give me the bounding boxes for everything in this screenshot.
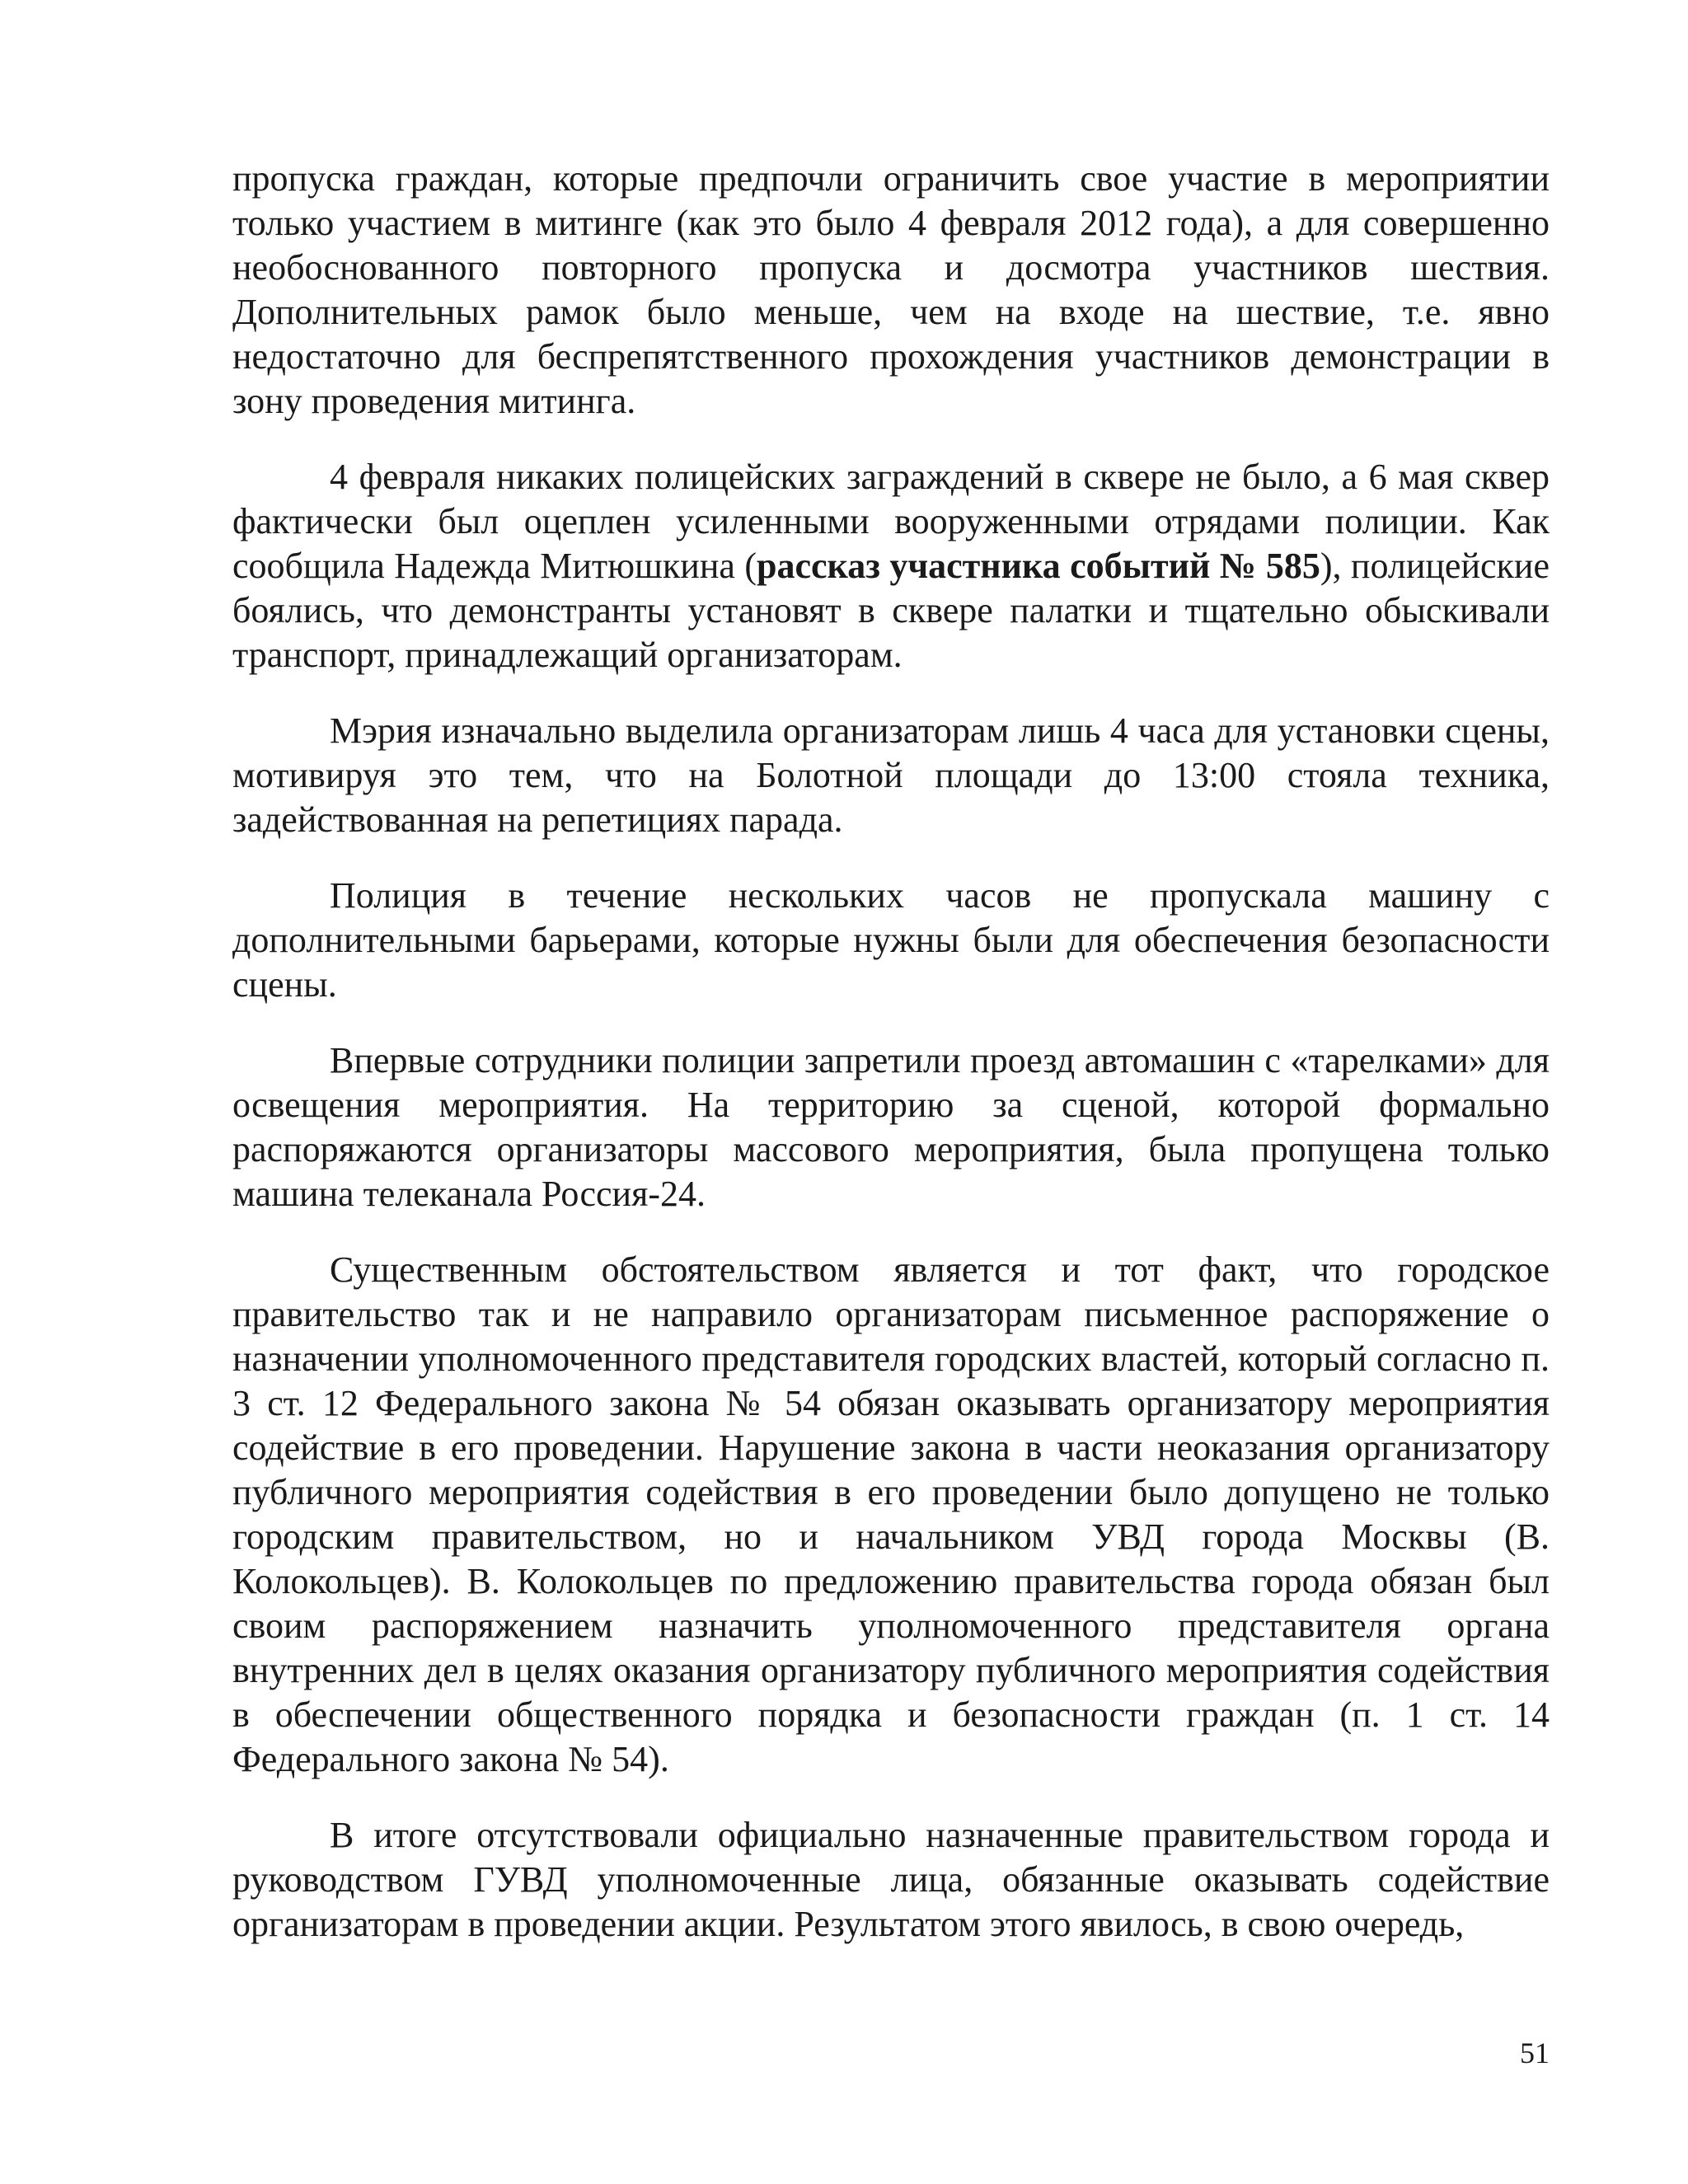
- paragraph-7: В итоге отсутствовали официально назначенные правительством города и руководством ГУВД уполномоченные лица, обязанные оказывать содействие организаторам в проведении акции. Результатом этого явилось, в свою очередь,: [232, 1815, 1550, 1944]
- paragraph-4: Полиция в течение нескольких часов не пропускала машину с дополнительными барьерами, которые нужны были для обеспечения безопасности сцены.: [232, 875, 1550, 1005]
- paragraph-2: [232, 455, 1550, 677]
- body-text: [232, 157, 1550, 1947]
- paragraph-6: Существенным обстоятельством является и тот факт, что городское правительство так и не направило организаторам письменное распоряжение о назначении уполномоченного представителя городских властей, который согласно п. 3 ст. 12 Федерального закона № 54 обязан оказывать организатору мероприятия содействие в его проведении. Нарушение закона в части неоказания организатору публичного мероприятия содействия в его проведении было допущено не только городским правительством, но и начальником УВД города Москвы (В. Колокольцев). В. Колокольцев по предложению правительства города обязан был своим распоряжением назначить уполномоченного представителя органа внутренних дел в целях оказания организатору публичного мероприятия содействия в обеспечении общественного порядка и безопасности граждан (п. 1 ст. 14 Федерального закона № 54).: [232, 1249, 1550, 1779]
- paragraph-1: пропуска граждан, которые предпочли ограничить свое участие в мероприятии только участием в митинге (как это было 4 февраля 2012 года), а для совершенно необоснованного повторного пропуска и досмотра участников шествия. Дополнительных рамок было меньше, чем на входе на шествие, т.е. явно недостаточно для беспрепятственного прохождения участников демонстрации в зону проведения митинга.: [232, 158, 1550, 421]
- paragraph-2-bold-reference: рассказ участника событий № 585: [756, 546, 1320, 586]
- paragraph-3: Мэрия изначально выделила организаторам лишь 4 часа для установки сцены, мотивируя это тем, что на Болотной площади до 13:00 стояла техника, задействованная на репетициях парада.: [232, 710, 1550, 840]
- paragraph-5: Впервые сотрудники полиции запретили проезд автомашин с «тарелками» для освещения мероприятия. На территорию за сценой, которой формально распоряжаются организаторы массового мероприятия, была пропущена только машина телеканала Россия-24.: [232, 1040, 1550, 1214]
- page-number: 51: [1520, 2036, 1550, 2069]
- paragraph-2-text-before: 4 февраля никаких полицейских заграждений в сквере не было, а 6 мая сквер фактически был оцеплен усиленными вооруженными отрядами полиции. Как сообщила Надежда Митюшкина (: [232, 457, 1550, 586]
- paragraph-2-text-after: ), полицейские боялись, что демонстранты установят в сквере палатки и тщательно обыскивали транспорт, принадлежащий организаторам.: [232, 546, 1550, 675]
